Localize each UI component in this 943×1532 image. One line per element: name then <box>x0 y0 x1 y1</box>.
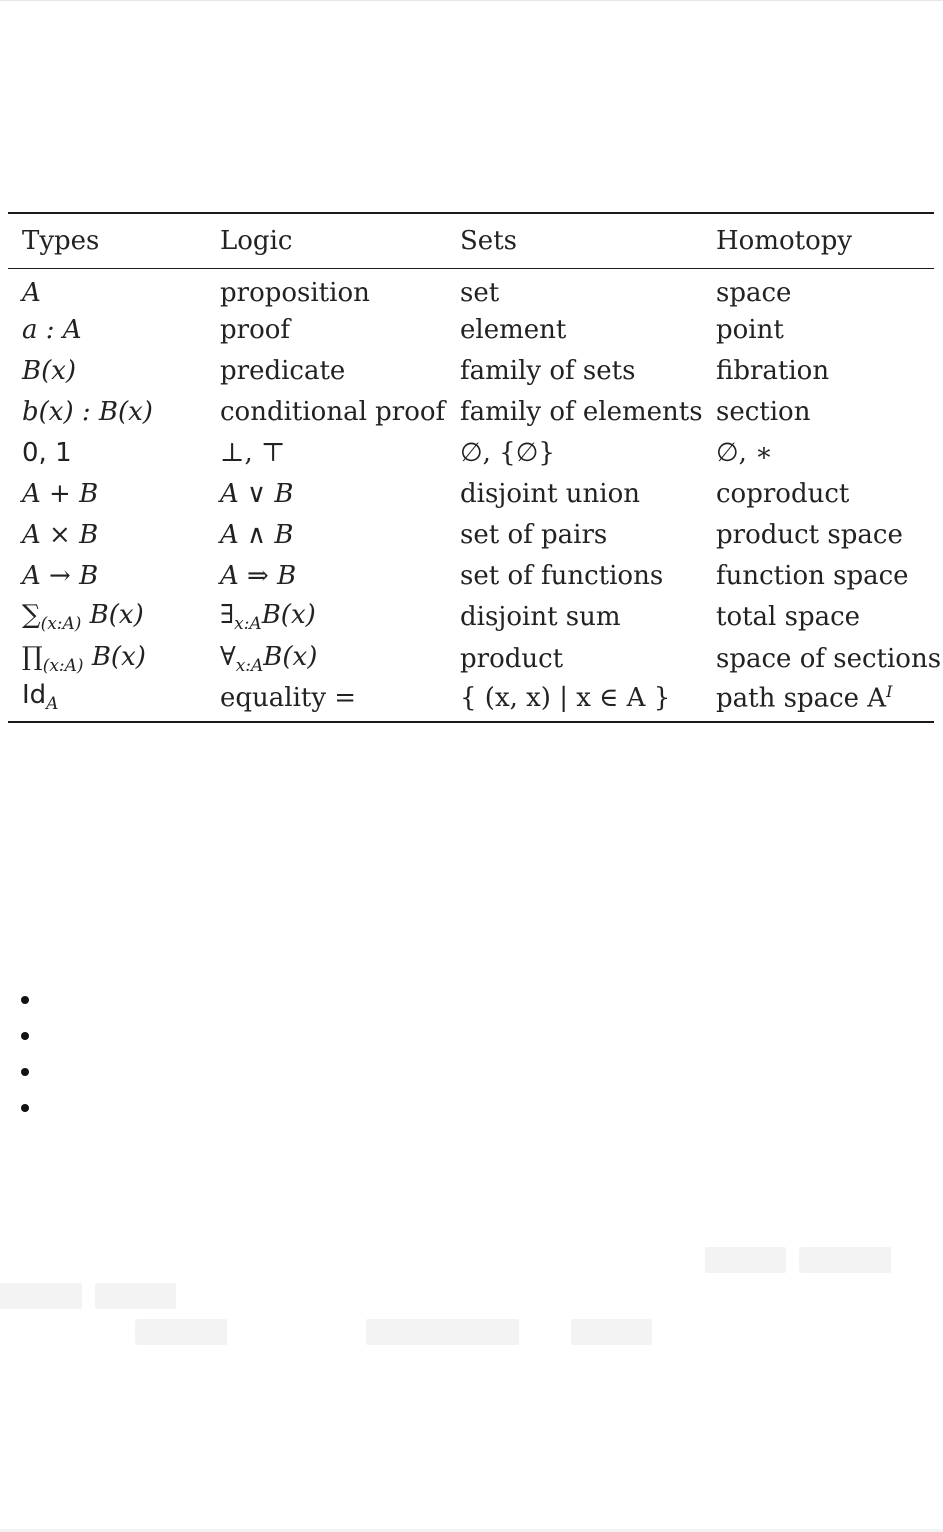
identity-subscript: A <box>46 694 59 715</box>
table-row <box>8 473 934 514</box>
cell-homotopy: fibration <box>716 355 830 386</box>
placeholder-block <box>135 1319 227 1345</box>
sigma-subscript: (x:A) <box>40 614 82 635</box>
table-row <box>8 432 934 473</box>
cell-logic: proof <box>220 314 291 345</box>
cell-homotopy <box>702 680 934 722</box>
bullet-list <box>17 989 57 1133</box>
cell-types: b(x) : B(x) <box>22 396 153 427</box>
header-types: Types <box>8 213 206 268</box>
correspondence-table <box>8 212 942 723</box>
list-item <box>17 1025 57 1061</box>
cell-sets: disjoint sum <box>460 602 621 632</box>
cell-types: 0, 1 <box>22 437 72 468</box>
cell-homotopy: total space <box>716 602 861 632</box>
cell-logic: conditional proof <box>220 396 446 427</box>
table-row <box>8 268 934 309</box>
cell-sets: product <box>460 644 564 674</box>
cell-homotopy: point <box>716 314 784 345</box>
table-row <box>8 680 934 722</box>
sigma-body: B(x) <box>81 599 144 630</box>
cell-sets: set of pairs <box>460 519 608 550</box>
cell-types <box>8 596 206 638</box>
bullet-icon <box>21 996 29 1004</box>
list-item <box>17 1061 57 1097</box>
forall-subscript: x:A <box>235 656 264 677</box>
bullet-icon <box>21 1068 29 1076</box>
pi-body: B(x) <box>83 641 146 672</box>
cell-logic: ⊥, ⊤ <box>220 437 286 468</box>
table-row <box>8 350 934 391</box>
cell-sets: set of functions <box>460 560 664 591</box>
pi-subscript: (x:A) <box>42 656 84 677</box>
forall-symbol: ∀ <box>220 641 236 672</box>
table-row <box>8 391 934 432</box>
cell-homotopy: function space <box>716 560 909 591</box>
path-space-text: path space A <box>716 683 887 714</box>
cell-homotopy: space <box>716 277 792 308</box>
cell-logic <box>206 596 446 638</box>
bullet-icon <box>21 1104 29 1112</box>
cell-homotopy: ∅, ∗ <box>716 437 773 468</box>
cell-logic: A ∨ B <box>220 478 294 509</box>
placeholder-block <box>799 1247 891 1273</box>
forall-body: B(x) <box>263 641 318 672</box>
sigma-symbol: ∑ <box>22 599 41 630</box>
cell-logic: proposition <box>220 277 370 308</box>
bullet-icon <box>21 1032 29 1040</box>
placeholder-block <box>95 1283 176 1309</box>
cell-types <box>8 638 206 680</box>
exists-subscript: x:A <box>234 614 262 635</box>
placeholder-block <box>571 1319 652 1345</box>
cell-sets: ∅, {∅} <box>460 437 555 468</box>
pi-symbol: ∏ <box>22 641 43 672</box>
exists-symbol: ∃ <box>220 599 235 630</box>
cell-types: B(x) <box>22 355 77 386</box>
cell-sets: family of elements <box>460 396 703 427</box>
table-row <box>8 555 934 596</box>
header-logic: Logic <box>206 213 446 268</box>
cell-sets: disjoint union <box>460 478 640 509</box>
identity-symbol: Id <box>22 680 47 711</box>
cell-sets: set <box>460 277 500 308</box>
cell-homotopy: section <box>716 396 811 427</box>
correspondence-table-figure <box>8 212 942 723</box>
top-border <box>0 0 943 1</box>
table-row <box>8 309 934 350</box>
cell-homotopy: coproduct <box>716 478 850 509</box>
placeholder-block <box>366 1319 519 1345</box>
placeholder-block <box>705 1247 786 1273</box>
header-homotopy: Homotopy <box>702 213 934 268</box>
cell-types: A + B <box>22 478 99 509</box>
cell-types: A → B <box>22 560 99 591</box>
cell-logic: predicate <box>220 355 346 386</box>
header-sets: Sets <box>446 213 702 268</box>
table-header-row <box>8 213 934 268</box>
list-item <box>17 989 57 1025</box>
cell-types: A <box>22 277 41 308</box>
table-row <box>8 638 934 680</box>
list-item <box>17 1097 57 1133</box>
table-row <box>8 514 934 555</box>
exists-body: B(x) <box>261 599 316 630</box>
cell-homotopy: product space <box>716 519 903 550</box>
cell-logic <box>206 638 446 680</box>
cell-types: a : A <box>22 314 82 345</box>
cell-sets: family of sets <box>460 355 636 386</box>
cell-homotopy: space of sections <box>716 644 942 674</box>
cell-logic: A ∧ B <box>220 519 294 550</box>
table-row <box>8 596 934 638</box>
cell-logic: A ⇒ B <box>220 560 297 591</box>
cell-sets: element <box>460 314 567 345</box>
path-space-superscript: I <box>886 681 893 701</box>
cell-sets: { (x, x) | x ∈ A } <box>446 680 702 722</box>
cell-types: A × B <box>22 519 99 550</box>
cell-logic: equality = <box>206 680 446 722</box>
placeholder-block <box>0 1283 82 1309</box>
cell-types <box>8 680 206 722</box>
